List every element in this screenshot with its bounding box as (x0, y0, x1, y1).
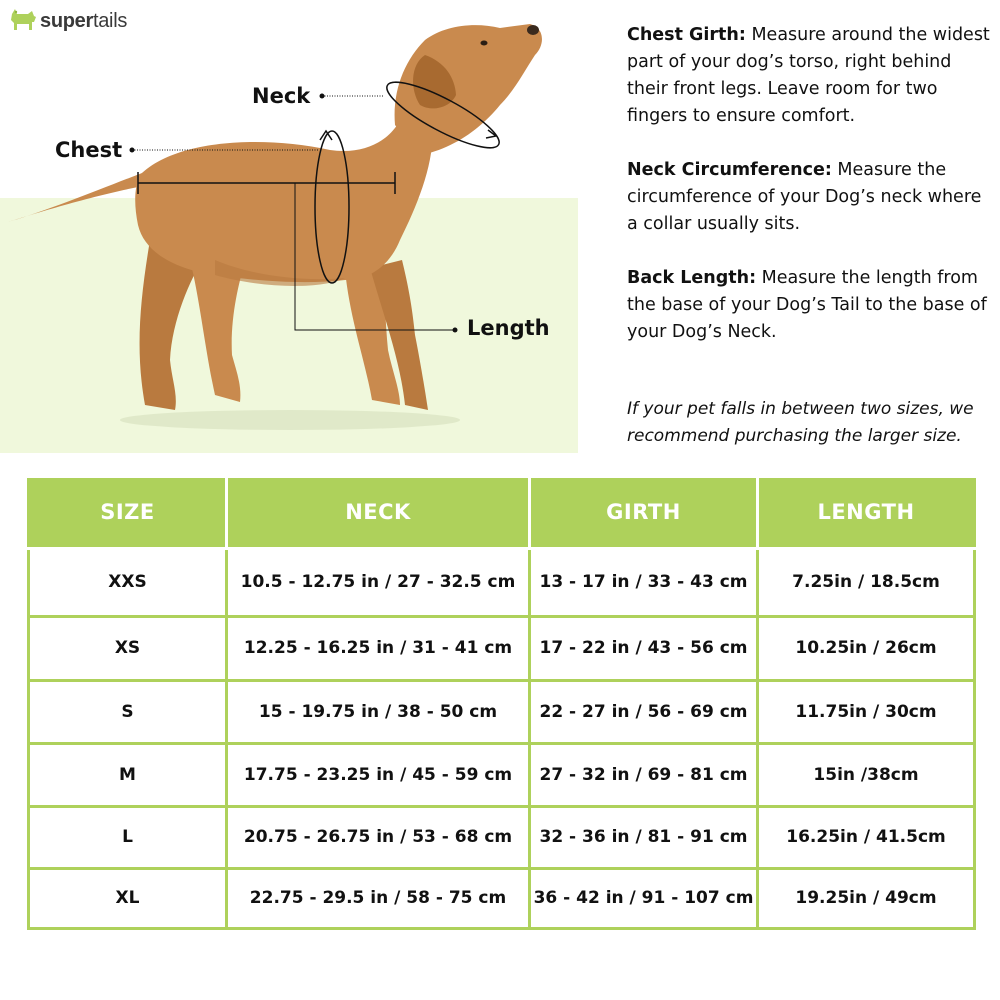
cell-length: 19.25in / 49cm (758, 868, 975, 928)
neck-circumference-instruction (627, 157, 992, 238)
chest-girth-term: Chest Girth: (627, 25, 746, 45)
cell-neck: 15 - 19.75 in / 38 - 50 cm (227, 680, 530, 743)
header-size: SIZE (29, 478, 227, 548)
cell-size: S (29, 680, 227, 743)
cell-girth: 17 - 22 in / 43 - 56 cm (530, 616, 758, 680)
cell-size: XXS (29, 548, 227, 616)
header-girth: GIRTH (530, 478, 758, 548)
neck-callout: Neck (252, 84, 311, 108)
cell-neck: 12.25 - 16.25 in / 31 - 41 cm (227, 616, 530, 680)
dog-image (0, 0, 600, 460)
cell-size: L (29, 806, 227, 868)
cell-girth: 32 - 36 in / 81 - 91 cm (530, 806, 758, 868)
cell-size: XS (29, 616, 227, 680)
cell-length: 7.25in / 18.5cm (758, 548, 975, 616)
cell-length: 11.75in / 30cm (758, 680, 975, 743)
cell-girth: 22 - 27 in / 56 - 69 cm (530, 680, 758, 743)
measurement-instructions (627, 22, 992, 373)
cell-neck: 10.5 - 12.75 in / 27 - 32.5 cm (227, 548, 530, 616)
back-length-instruction (627, 265, 992, 346)
header-length: LENGTH (758, 478, 975, 548)
chest-girth-instruction (627, 22, 992, 130)
brand-name-bold: super (40, 9, 93, 32)
cell-girth: 13 - 17 in / 33 - 43 cm (530, 548, 758, 616)
cell-size: M (29, 743, 227, 806)
table-header-row (29, 478, 975, 548)
table-row (29, 743, 975, 806)
neck-circumference-term: Neck Circumference: (627, 160, 832, 180)
table-row (29, 548, 975, 616)
table-row (29, 806, 975, 868)
length-callout: Length (467, 316, 550, 340)
table-row (29, 680, 975, 743)
table-row (29, 868, 975, 928)
cell-size: XL (29, 868, 227, 928)
back-length-term: Back Length: (627, 268, 757, 288)
cell-length: 16.25in / 41.5cm (758, 806, 975, 868)
size-recommendation-note: If your pet falls in between two sizes, we recommend purchasing the larger size. (627, 399, 974, 446)
header-neck: NECK (227, 478, 530, 548)
cell-length: 10.25in / 26cm (758, 616, 975, 680)
chest-girth-desc: Measure around the widest part of your dog’s torso, right behind their front legs. Leave room for two fingers to ensure comfort. (627, 25, 990, 126)
cell-neck: 20.75 - 26.75 in / 53 - 68 cm (227, 806, 530, 868)
chest-callout: Chest (55, 138, 123, 162)
size-chart-table (27, 478, 976, 930)
brand-name-light: tails (92, 9, 128, 32)
cell-girth: 36 - 42 in / 91 - 107 cm (530, 868, 758, 928)
cell-girth: 27 - 32 in / 69 - 81 cm (530, 743, 758, 806)
table-row (29, 616, 975, 680)
cell-neck: 17.75 - 23.25 in / 45 - 59 cm (227, 743, 530, 806)
cell-neck: 22.75 - 29.5 in / 58 - 75 cm (227, 868, 530, 928)
dog-illustration (0, 0, 600, 460)
cell-length: 15in /38cm (758, 743, 975, 806)
neck-circumference-desc: Measure the circumference of your Dog’s neck where a collar usually sits. (627, 160, 982, 234)
back-length-desc: Measure the length from the base of your Dog’s Tail to the base of your Dog’s Neck. (627, 268, 987, 342)
